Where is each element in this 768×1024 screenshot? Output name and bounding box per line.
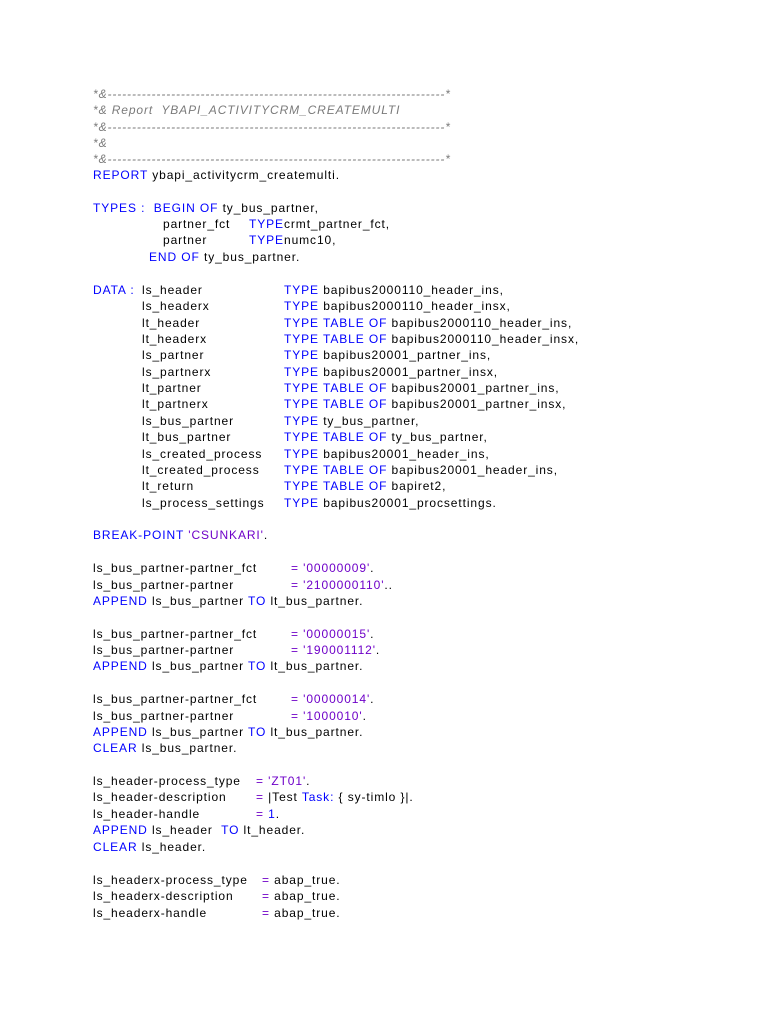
declaration-type xyxy=(284,347,491,363)
operator: = xyxy=(291,627,299,641)
types-end-line xyxy=(149,249,300,265)
variable: lt_bus_partner. xyxy=(270,594,364,608)
operator: = xyxy=(291,643,299,657)
statement-end: . xyxy=(306,774,311,788)
keyword: APPEND xyxy=(93,823,148,837)
clear-line xyxy=(93,839,206,855)
assign-rhs xyxy=(256,789,414,805)
keyword: TYPE xyxy=(284,348,319,362)
keyword: TO xyxy=(221,823,240,837)
keyword: TYPE xyxy=(284,283,319,297)
append-line xyxy=(93,822,305,838)
declaration-name: lt_bus_partner xyxy=(142,430,232,444)
variable: ls_header xyxy=(151,823,213,837)
keyword: CLEAR xyxy=(93,741,138,755)
append-line xyxy=(93,658,363,674)
comment-rule: *&---------------------------------------------------------------------* xyxy=(93,152,451,166)
keyword: BEGIN OF xyxy=(153,201,219,215)
keyword: TYPE xyxy=(284,316,319,330)
keyword: TYPE xyxy=(284,496,319,510)
assign-lhs: ls_bus_partner-partner xyxy=(93,709,235,723)
declaration-name: ls_headerx xyxy=(142,299,210,313)
assign-lhs: ls_headerx-description xyxy=(93,889,234,903)
assign-lhs: ls_bus_partner-partner_fct xyxy=(93,627,258,641)
keyword: TABLE OF xyxy=(322,397,388,411)
keyword: TABLE OF xyxy=(322,316,388,330)
keyword-data: DATA : xyxy=(93,283,135,297)
variable: ls_bus_partner xyxy=(151,659,244,673)
variable: ls_header. xyxy=(141,840,207,854)
keyword: BREAK-POINT xyxy=(93,528,185,542)
assign-rhs xyxy=(291,626,374,642)
declaration-type xyxy=(284,396,566,412)
statement-end: .. xyxy=(384,578,393,592)
declaration-name: lt_headerx xyxy=(142,332,208,346)
keyword: APPEND xyxy=(93,594,148,608)
declaration-type xyxy=(284,495,497,511)
variable: ls_bus_partner xyxy=(151,594,244,608)
type-name: bapibus2000110_header_insx, xyxy=(323,299,511,313)
assign-rhs xyxy=(256,806,280,822)
statement-end: . xyxy=(263,528,269,542)
keyword: TYPE xyxy=(284,381,319,395)
declaration-name: lt_header xyxy=(142,316,201,330)
string-literal: '00000009' xyxy=(303,561,371,575)
field-type: numc10, xyxy=(284,233,337,247)
keyword: Task: xyxy=(301,790,335,804)
comment-rule: *&---------------------------------------------------------------------* xyxy=(93,120,451,134)
declaration-type xyxy=(284,315,572,331)
operator: = xyxy=(262,889,270,903)
statement-end: . xyxy=(362,709,367,723)
declaration-name: lt_created_process xyxy=(142,463,260,477)
variable: ls_bus_partner xyxy=(151,725,244,739)
type-name: bapibus20001_header_ins, xyxy=(391,463,558,477)
string-template: |Test xyxy=(268,790,302,804)
keyword: APPEND xyxy=(93,725,148,739)
string-literal: 'CSUNKARI' xyxy=(188,528,264,542)
declaration-type xyxy=(284,462,558,478)
declaration-type xyxy=(284,364,498,380)
declaration-type xyxy=(284,331,579,347)
declaration-name: ls_created_process xyxy=(142,447,263,461)
type-name: bapiret2, xyxy=(391,479,447,493)
operator: = xyxy=(262,873,270,887)
assign-rhs xyxy=(291,560,374,576)
declaration-name: ls_header xyxy=(142,283,203,297)
type-name: bapibus20001_partner_insx, xyxy=(323,365,499,379)
keyword: TYPE xyxy=(284,365,319,379)
string-template: { sy-timlo }|. xyxy=(334,790,414,804)
string-literal: 'ZT01' xyxy=(268,774,307,788)
types-begin-line xyxy=(93,200,319,216)
operator: = xyxy=(291,692,299,706)
keyword: TO xyxy=(248,659,267,673)
keyword: CLEAR xyxy=(93,840,138,854)
operator: = xyxy=(262,906,270,920)
assign-lhs: ls_bus_partner-partner xyxy=(93,578,235,592)
assign-rhs xyxy=(291,708,367,724)
assign-lhs: ls_headerx-handle xyxy=(93,906,208,920)
type-name: ty_bus_partner, xyxy=(323,414,420,428)
declaration-type xyxy=(284,282,504,298)
keyword: TABLE OF xyxy=(322,479,388,493)
field-name: partner xyxy=(163,233,208,247)
declaration-type xyxy=(284,446,490,462)
statement-end: . xyxy=(370,692,375,706)
operator: = xyxy=(256,790,264,804)
declaration-type xyxy=(284,478,446,494)
keyword: TABLE OF xyxy=(322,381,388,395)
assign-rhs xyxy=(256,773,310,789)
variable: lt_bus_partner. xyxy=(270,659,364,673)
assign-lhs: ls_bus_partner-partner_fct xyxy=(93,561,258,575)
append-line xyxy=(93,593,363,609)
variable: lt_bus_partner. xyxy=(270,725,364,739)
variable: lt_header. xyxy=(243,823,306,837)
assign-lhs: ls_bus_partner-partner xyxy=(93,643,235,657)
keyword: TYPES : xyxy=(93,201,146,215)
keyword: TYPE xyxy=(284,463,319,477)
keyword: TYPE xyxy=(284,332,319,346)
declaration-name: ls_partnerx xyxy=(142,365,212,379)
value: abap_true. xyxy=(274,906,341,920)
assign-rhs xyxy=(262,905,341,921)
number-literal: 1 xyxy=(268,807,276,821)
keyword: TABLE OF xyxy=(322,430,388,444)
assign-lhs: ls_bus_partner-partner_fct xyxy=(93,692,258,706)
type-field-line xyxy=(163,216,230,232)
type-name: bapibus20001_header_ins, xyxy=(323,447,490,461)
type-name: ty_bus_partner, xyxy=(391,430,488,444)
keyword: TYPE xyxy=(249,217,284,231)
assign-lhs: ls_header-handle xyxy=(93,807,201,821)
declaration-name: ls_bus_partner xyxy=(142,414,234,428)
keyword: TABLE OF xyxy=(322,332,388,346)
append-line xyxy=(93,724,363,740)
string-literal: '1000010' xyxy=(303,709,363,723)
keyword: TYPE xyxy=(284,430,319,444)
field-name: partner_fct xyxy=(163,217,231,231)
assign-rhs xyxy=(291,691,374,707)
declaration-name: lt_partner xyxy=(142,381,202,395)
declaration-type xyxy=(284,429,488,445)
string-literal: '190001112' xyxy=(303,643,376,657)
assign-lhs: ls_header-description xyxy=(93,790,227,804)
declaration-name: lt_return xyxy=(142,479,195,493)
keyword: TYPE xyxy=(284,299,319,313)
statement-end: . xyxy=(275,807,280,821)
assign-rhs xyxy=(262,888,341,904)
type-name: ty_bus_partner. xyxy=(203,250,301,264)
keyword: TYPE xyxy=(249,233,284,247)
operator: = xyxy=(291,578,299,592)
keyword: TYPE xyxy=(284,479,319,493)
clear-line xyxy=(93,740,237,756)
type-name: bapibus20001_partner_ins, xyxy=(391,381,560,395)
keyword: TO xyxy=(248,594,267,608)
operator: = xyxy=(291,561,299,575)
statement-end: . xyxy=(370,561,375,575)
keyword: TABLE OF xyxy=(322,463,388,477)
declaration-type xyxy=(284,380,560,396)
value: abap_true. xyxy=(274,889,341,903)
statement-end: . xyxy=(370,627,375,641)
keyword: TYPE xyxy=(284,414,319,428)
operator: = xyxy=(256,774,264,788)
keyword: APPEND xyxy=(93,659,148,673)
assign-lhs: ls_header-process_type xyxy=(93,774,241,788)
assign-lhs: ls_headerx-process_type xyxy=(93,873,248,887)
report-statement xyxy=(93,167,340,183)
assign-rhs xyxy=(291,577,393,593)
declaration-name: ls_partner xyxy=(142,348,205,362)
type-name: bapibus2000110_header_ins, xyxy=(391,316,573,330)
type-name: bapibus20001_procsettings. xyxy=(323,496,497,510)
string-literal: '2100000110' xyxy=(303,578,385,592)
declaration-name: lt_partnerx xyxy=(142,397,209,411)
type-name: bapibus20001_partner_ins, xyxy=(323,348,492,362)
breakpoint-line xyxy=(93,527,268,543)
assign-rhs xyxy=(291,642,380,658)
string-literal: '00000014' xyxy=(303,692,371,706)
field-type: crmt_partner_fct, xyxy=(284,217,390,231)
operator: = xyxy=(291,709,299,723)
statement-end: . xyxy=(375,643,381,657)
variable: ls_bus_partner. xyxy=(141,741,238,755)
keyword: REPORT xyxy=(93,168,148,182)
comment-rule: *&---------------------------------------------------------------------* xyxy=(93,87,451,101)
assign-rhs xyxy=(262,872,341,888)
type-name: bapibus2000110_header_insx, xyxy=(391,332,580,346)
declaration-name: ls_process_settings xyxy=(142,496,265,510)
type-name: bapibus20001_partner_insx, xyxy=(391,397,567,411)
operator: = xyxy=(256,807,264,821)
string-literal: '00000015' xyxy=(303,627,371,641)
keyword: END OF xyxy=(149,250,200,264)
declaration-type xyxy=(284,298,511,314)
comment-blank: *& xyxy=(93,136,108,150)
declaration-type xyxy=(284,413,419,429)
report-name: ybapi_activitycrm_createmulti. xyxy=(152,168,340,182)
value: abap_true. xyxy=(274,873,341,887)
keyword: TYPE xyxy=(284,397,319,411)
type-name: ty_bus_partner, xyxy=(222,201,319,215)
type-name: bapibus2000110_header_ins, xyxy=(323,283,504,297)
keyword: TO xyxy=(248,725,267,739)
keyword: TYPE xyxy=(284,447,319,461)
comment-report-title: *& Report YBAPI_ACTIVITYCRM_CREATEMULTI xyxy=(93,103,401,117)
